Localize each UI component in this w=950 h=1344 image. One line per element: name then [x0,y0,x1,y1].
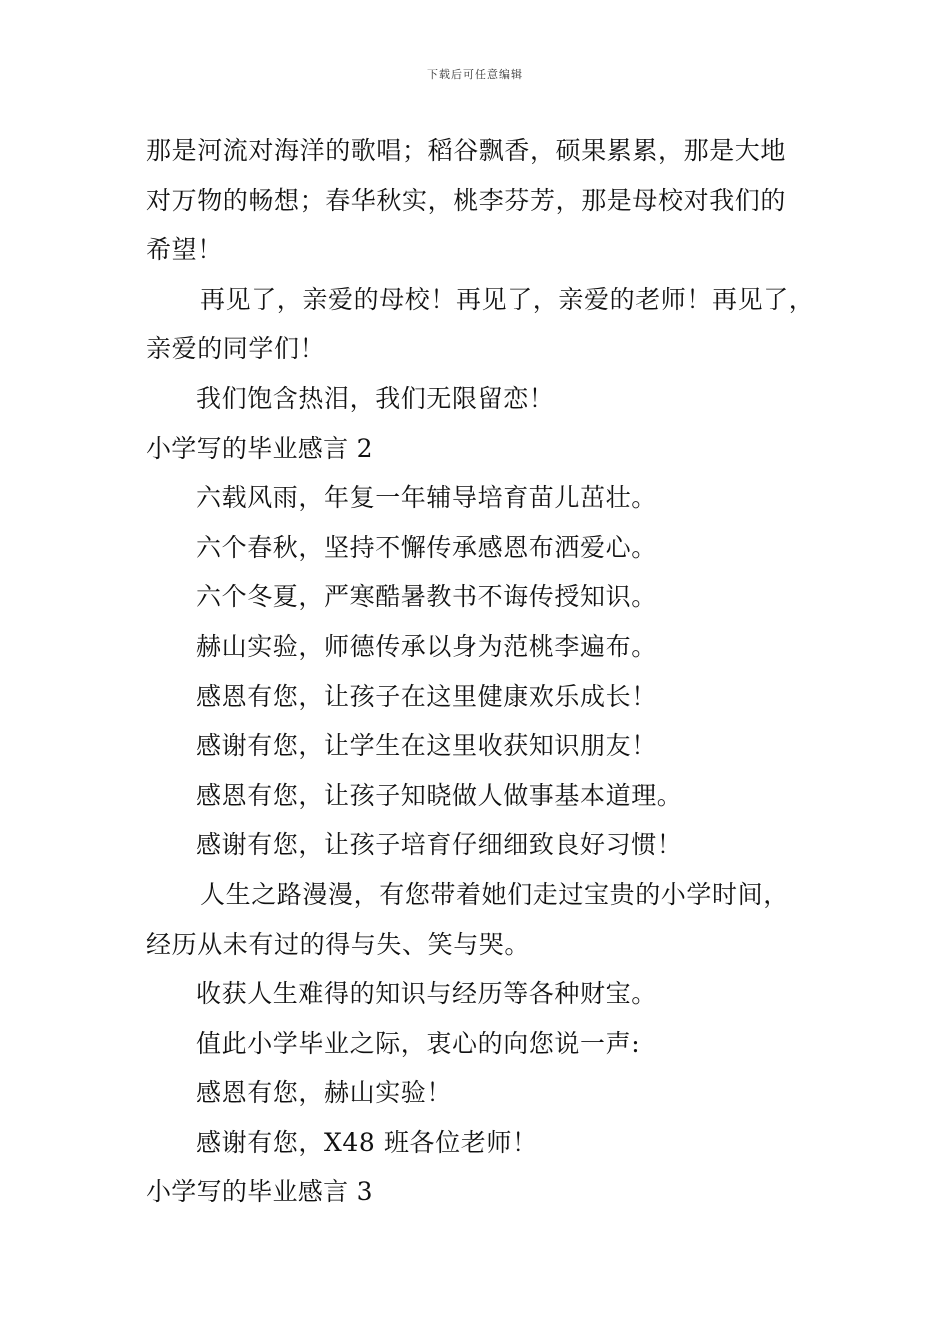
paragraph-line: 感恩有您，赫山实验！ [196,1078,453,1108]
paragraph-line: 六个春秋，坚持不懈传承感恩布洒爱心。 [196,532,657,562]
paragraph-line: 再见了，亲爱的母校！再见了，亲爱的老师！再见了， [200,284,815,314]
paragraph-line: 我们饱含热泪，我们无限留恋！ [196,383,555,413]
paragraph-line: 赫山实验，师德传承以身为范桃李遍布。 [196,631,657,661]
paragraph-line: 六个冬夏，严寒酷暑教书不诲传授知识。 [196,582,657,612]
paragraph-line: 感谢有您，让学生在这里收获知识朋友！ [196,731,657,761]
paragraph-line: 亲爱的同学们！ [146,334,326,364]
paragraph-line: 感恩有您，让孩子在这里健康欢乐成长！ [196,681,657,711]
paragraph-line: 感谢有您，X48 班各位老师！ [196,1127,538,1157]
section-heading: 小学写的毕业感言 2 [146,433,373,463]
paragraph-line: 收获人生难得的知识与经历等各种财宝。 [196,979,657,1009]
paragraph-line: 感谢有您，让孩子培育仔细细致良好习惯！ [196,830,683,860]
paragraph-line: 感恩有您，让孩子知晓做人做事基本道理。 [196,780,683,810]
paragraph-line: 经历从未有过的得与失、笑与哭。 [146,929,531,959]
paragraph-line: 对万物的畅想；春华秋实，桃李芬芳，那是母校对我们的 [146,185,787,215]
paragraph-line: 那是河流对海洋的歌唱；稻谷飘香，硕果累累，那是大地 [146,136,787,165]
paragraph-line: 值此小学毕业之际，衷心的向您说一声: [196,1028,641,1058]
paragraph-line: 人生之路漫漫，有您带着她们走过宝贵的小学时间， [200,879,789,909]
document-body [146,126,836,1217]
page-header-note: 下载后可任意编辑 [427,68,523,81]
section-heading: 小学写的毕业感言 3 [146,1177,373,1207]
paragraph-line: 六载风雨，年复一年辅导培育苗儿茁壮。 [196,483,657,513]
paragraph-line: 希望！ [146,235,223,265]
